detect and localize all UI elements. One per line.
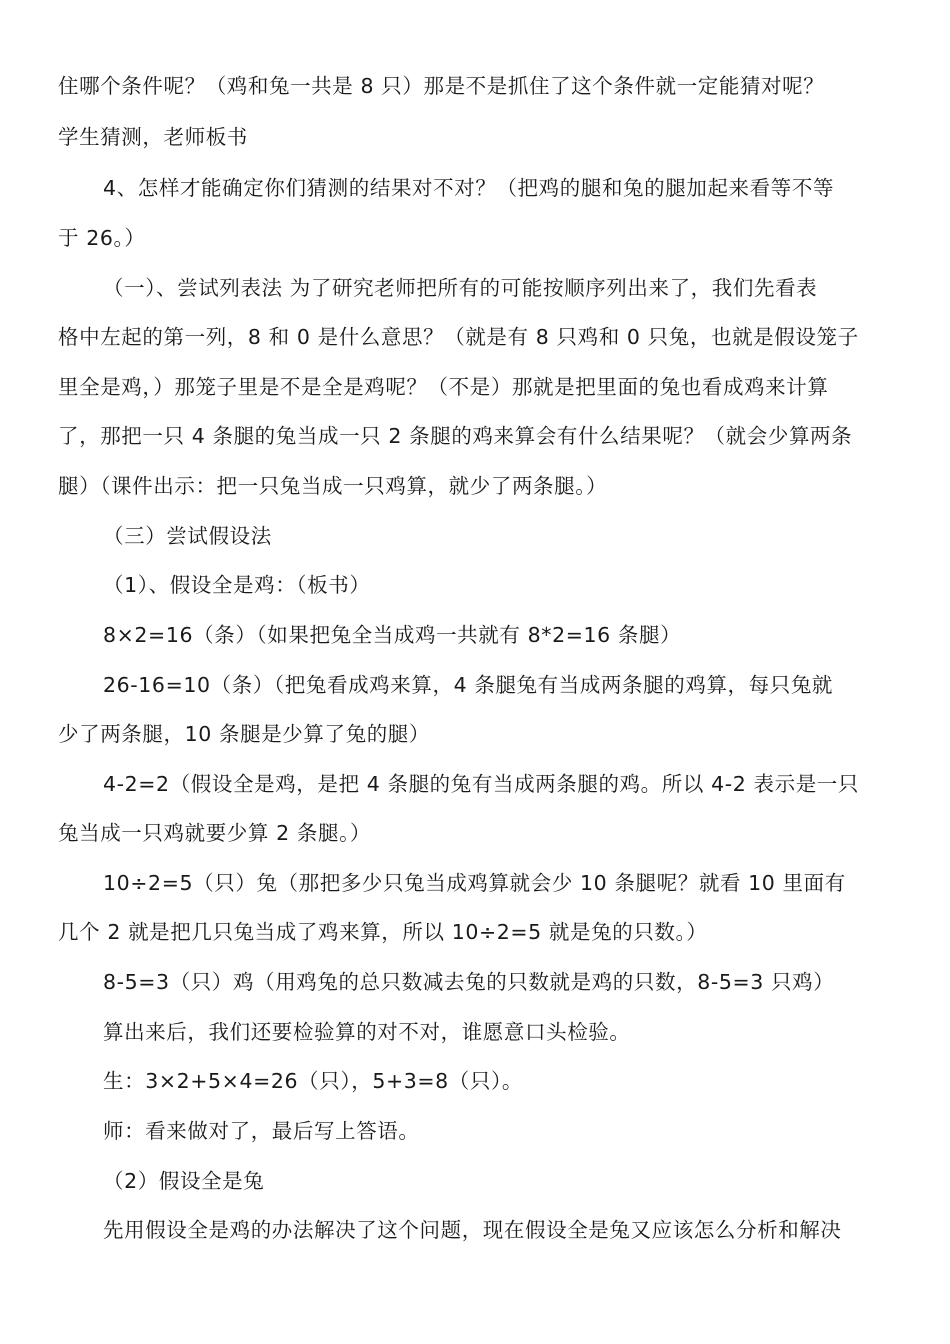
- text-line: 学生猜测，老师板书: [58, 125, 248, 149]
- text-line: 于 26。）: [58, 226, 146, 250]
- text-line: （三）尝试假设法: [103, 524, 272, 548]
- text-line: 26-16=10（条）（把兔看成鸡来算，4 条腿兔有当成两条腿的鸡算，每只兔就: [103, 673, 834, 697]
- text-line: 先用假设全是鸡的办法解决了这个问题，现在假设全是兔又应该怎么分析和解决: [103, 1218, 842, 1242]
- text-line: （2）假设全是兔: [103, 1169, 265, 1193]
- text-line: 少了两条腿，10 条腿是少算了兔的腿）: [58, 722, 431, 746]
- text-line: 4-2=2（假设全是鸡，是把 4 条腿的兔有当成两条腿的鸡。所以 4-2 表示是一只: [103, 772, 859, 796]
- text-line: （一）、尝试列表法 为了研究老师把所有的可能按顺序列出来了，我们先看表: [103, 276, 818, 300]
- text-line: 4、怎样才能确定你们猜测的结果对不对？（把鸡的腿和兔的腿加起来看等不等: [103, 176, 835, 200]
- text-line: 师：看来做对了，最后写上答语。: [103, 1119, 420, 1143]
- text-line: 几个 2 就是把几只兔当成了鸡来算，所以 10÷2=5 就是兔的只数。）: [58, 920, 708, 944]
- text-line: 了，那把一只 4 条腿的兔当成一只 2 条腿的鸡来算会有什么结果呢？（就会少算两条: [58, 424, 853, 448]
- text-line: 8-5=3（只）鸡（用鸡兔的总只数减去兔的只数就是鸡的只数，8-5=3 只鸡）: [103, 970, 835, 994]
- text-line: 兔当成一只鸡就要少算 2 条腿。）: [58, 821, 372, 845]
- text-line: 住哪个条件呢？（鸡和兔一共是 8 只）那是不是抓住了这个条件就一定能猜对呢？: [58, 74, 825, 98]
- text-line: 里全是鸡，）那笼子里是不是全是鸡呢？（不是）那就是把里面的兔也看成鸡来计算: [58, 375, 829, 399]
- text-line: （1）、假设全是鸡：（板书）: [103, 573, 371, 597]
- text-line: 算出来后，我们还要检验算的对不对，谁愿意口头检验。: [103, 1020, 631, 1044]
- text-line: 10÷2=5（只）兔（那把多少只兔当成鸡算就会少 10 条腿呢？就看 10 里面有: [103, 871, 846, 895]
- text-line: 腿）（课件出示：把一只兔当成一只鸡算，就少了两条腿。）: [58, 474, 608, 498]
- text-line: 8×2=16（条）（如果把兔全当成鸡一共就有 8*2=16 条腿）: [103, 623, 682, 647]
- text-line: 格中左起的第一列，8 和 0 是什么意思？（就是有 8 只鸡和 0 只兔，也就是假设笼子: [58, 325, 859, 349]
- text-line: 生：3×2+5×4=26（只），5+3=8（只）。: [103, 1069, 523, 1093]
